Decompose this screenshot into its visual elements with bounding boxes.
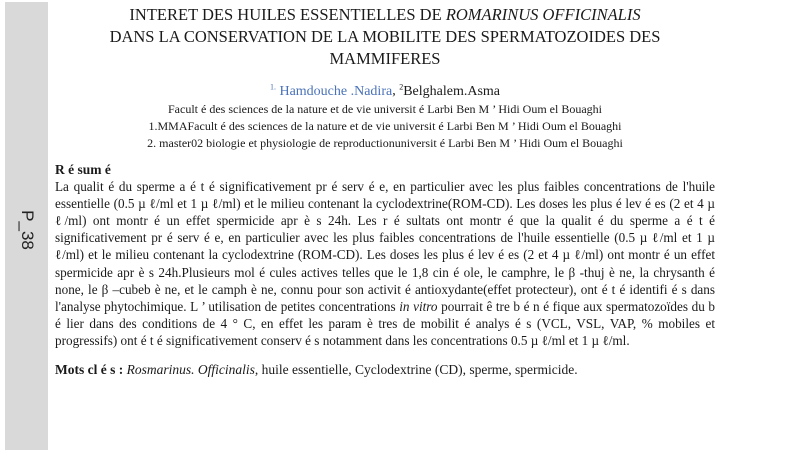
author-1: $^{1.}$ Hamdouche .Nadira: [269, 82, 393, 99]
page-code-label: P_38: [18, 210, 38, 250]
affiliation-2: 2. master02 biologie et physiologie de reproductionuniversit é Larbi Ben M ’ Hidi Oum el Bouaghi: [147, 135, 623, 150]
keywords: Mots cl é s : Rosmarinus. Officinalis, huile essentielle, Cyclodextrine (CD), sperme, spermicide.: [55, 361, 578, 377]
in-vitro-term: in vitro: [399, 299, 438, 315]
author-2: $^2$Belghalem.Asma: [399, 82, 501, 99]
title-line2: DANS LA CONSERVATION DE LA MOBILITE DES SPERMATOZOIDES DES: [109, 27, 661, 46]
paper-title: [55, 4, 715, 70]
author-list: $^{1.}$ Hamdouche .Nadira, $^2$Belghalem.Asma: [269, 82, 501, 99]
keywords-species: Rosmarinus. Officinalis: [126, 361, 255, 377]
page-code: [13, 200, 41, 260]
title-line1: INTERET DES HUILES ESSENTIELLES DE ROMARINUS OFFICINALIS: [129, 5, 641, 24]
keywords-label: Mots cl é s :: [55, 361, 127, 377]
abstract-body: La qualit é du sperme a é t é significativement pr é serv é e, en particulier avec les plus faibles concentrations de l'huile essentielle (0.5 µ ℓ/ml et 1 µ ℓ/ml) et le milieu contenant la cyclodextrine(ROM-CD). Les doses les plus é lev é es (2 et 4 µ ℓ/ml) ont montr é un effet spermicide apr è s 24h. Les r é sultats ont montr é que la qualit é du sperme a é t é significativement pr é serv é e, en particulier avec les plus faibles concentrations de l'huile essentielle (0.5 µ ℓ/ml et 1 µ ℓ/ml) et le milieu contenant la cyclodextrine (ROM-CD). Les doses les plus é lev é es (2 et 4 µ ℓ/ml) ont montr é un effet spermicide apr è s 24h.Plusieurs mol é cules actives telles que le 1,8 cin é ole, le camphre, le β -thuj è ne, la chrysanth é none, le β –cubeb è ne, et le camph è ne, connu pour son activit é antioxydante(effet protecteur), ont é t é identifi é s dans l'analyse phytochimique. L ’ utilisation de petites concentrations in vitro pourrait ê tre b é n é fique aux spermatozoïdes du b é lier dans des conditions de 4 ° C, en effet les param è tres de mobilit é analys é s (VCL, VSL, VAP, % mobiles et progressifs) ont é t é significativement conserv é s notamment dans les concentrations 0.5 µ ℓ/ml et 1 µ ℓ/ml.: [55, 178, 715, 349]
affiliation-1: 1.MMAFacult é des sciences de la nature et de vie universit é Larbi Ben M ’ Hidi Oum el Bouaghi: [148, 118, 622, 133]
abstract-heading: R é sum é: [55, 161, 111, 177]
title-line3: MAMMIFERES: [329, 49, 441, 68]
paper-content: [55, 4, 715, 378]
title-species: ROMARINUS OFFICINALIS: [445, 5, 641, 24]
affiliation-0: Facult é des sciences de la nature et de vie universit é Larbi Ben M ’ Hidi Oum el Bouaghi: [168, 101, 602, 116]
